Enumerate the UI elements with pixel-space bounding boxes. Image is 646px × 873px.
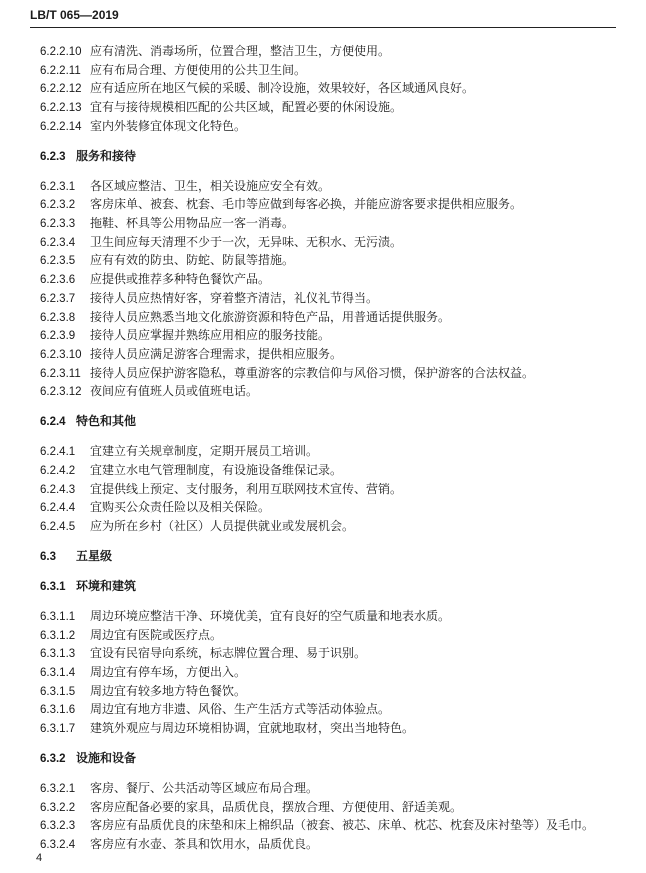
section-heading — [40, 149, 136, 164]
clause-number: 6.2.4.2 — [40, 465, 76, 477]
clause-text: 接待人员应保护游客隐私，尊重游客的宗教信仰与风俗习惯，保护游客的合法权益。 — [90, 366, 535, 380]
clause-text: 周边宜有地方非遗、风俗、生产生活方式等活动体验点。 — [90, 702, 391, 716]
clause-number: 6.3.2.2 — [40, 802, 76, 814]
clause-number: 6.2.3.8 — [40, 312, 76, 324]
clause-number: 6.2.3.10 — [40, 349, 82, 361]
clause-text: 周边宜有较多地方特色餐饮。 — [90, 684, 247, 698]
clause-text: 周边宜有医院或医疗点。 — [90, 628, 223, 642]
clause-line — [40, 100, 402, 115]
clause-number: 6.3.1.3 — [40, 648, 76, 660]
clause-text: 室内外装修宜体现文化特色。 — [90, 119, 247, 133]
clause-line — [40, 310, 450, 325]
clause-line — [40, 818, 594, 833]
clause-number: 6.2.2.13 — [40, 102, 82, 114]
clause-text: 应为所在乡村（社区）人员提供就业或发展机会。 — [90, 519, 355, 533]
clause-line — [40, 328, 330, 343]
clause-number: 6.2.3.1 — [40, 181, 76, 193]
clause-text: 客房、餐厅、公共活动等区域应布局合理。 — [90, 781, 319, 795]
clause-line — [40, 179, 330, 194]
clause-text: 应有有效的防虫、防蛇、防鼠等措施。 — [90, 253, 295, 267]
clause-number: 6.3.2.1 — [40, 783, 76, 795]
clause-line — [40, 684, 246, 699]
clause-number: 6.2.4.4 — [40, 502, 76, 514]
clause-number: 6.2.3.4 — [40, 237, 76, 249]
clause-text: 周边宜有停车场，方便出入。 — [90, 665, 247, 679]
clause-line — [40, 119, 246, 134]
clause-text: 接待人员应热情好客，穿着整齐清洁，礼仪礼节得当。 — [90, 291, 379, 305]
clause-number: 6.2.3.11 — [40, 368, 81, 380]
clause-text: 应有清洗、消毒场所，位置合理，整洁卫生，方便使用。 — [90, 44, 391, 58]
clause-text: 客房床单、被套、枕套、毛巾等应做到每客必换，并能应游客要求提供相应服务。 — [90, 197, 523, 211]
clause-number: 6.2.4.5 — [40, 521, 76, 533]
page-number: 4 — [36, 852, 43, 864]
section-heading — [40, 579, 136, 594]
section-title: 环境和建筑 — [76, 579, 137, 593]
clause-number: 6.3.1.6 — [40, 704, 76, 716]
clause-line — [40, 519, 354, 534]
clause-text: 接待人员应熟悉当地文化旅游资源和特色产品，用普通话提供服务。 — [90, 310, 451, 324]
clause-line — [40, 721, 414, 736]
clause-number: 6.2.2.11 — [40, 65, 81, 77]
section-heading — [40, 751, 136, 766]
clause-line — [40, 291, 378, 306]
clause-line — [40, 63, 306, 78]
section-heading — [40, 549, 112, 564]
clause-line — [40, 384, 258, 399]
clause-line — [40, 444, 318, 459]
section-title: 五星级 — [76, 549, 113, 563]
clause-line — [40, 253, 294, 268]
clause-line — [40, 482, 402, 497]
clause-line — [40, 800, 462, 815]
clause-number: 6.2.3.7 — [40, 293, 76, 305]
clause-line — [40, 44, 390, 59]
clause-number: 6.2.4.1 — [40, 446, 76, 458]
clause-text: 宜有与接待规模相匹配的公共区域，配置必要的休闲设施。 — [90, 100, 403, 114]
clause-number: 6.3.1.5 — [40, 686, 76, 698]
clause-number: 6.2.3.3 — [40, 218, 76, 230]
clause-text: 接待人员应满足游客合理需求，提供相应服务。 — [90, 347, 343, 361]
clause-number: 6.3.1 — [40, 581, 66, 593]
section-title: 设施和设备 — [76, 751, 137, 765]
clause-text: 应有布局合理、方便使用的公共卫生间。 — [90, 63, 307, 77]
clause-text: 各区域应整洁、卫生，相关设施应安全有效。 — [90, 179, 331, 193]
clause-number: 6.2.3.5 — [40, 255, 76, 267]
clause-number: 6.2.2.12 — [40, 83, 82, 95]
clause-number: 6.2.3.2 — [40, 199, 76, 211]
clause-number: 6.2.2.14 — [40, 121, 82, 133]
clause-line — [40, 235, 402, 250]
clause-line — [40, 702, 390, 717]
clause-number: 6.3.2.4 — [40, 839, 76, 851]
clause-line — [40, 366, 534, 381]
clause-line — [40, 781, 318, 796]
clause-number: 6.3.2 — [40, 753, 66, 765]
clause-text: 应提供或推荐多种特色餐饮产品。 — [90, 272, 271, 286]
clause-number: 6.2.2.10 — [40, 46, 82, 58]
clause-text: 宜设有民宿导向系统，标志牌位置合理、易于识别。 — [90, 646, 367, 660]
header-rule — [30, 27, 616, 28]
clause-number: 6.3 — [40, 551, 56, 563]
clause-text: 夜间应有值班人员或值班电话。 — [90, 384, 259, 398]
clause-number: 6.2.4.3 — [40, 484, 76, 496]
clause-number: 6.2.3.9 — [40, 330, 76, 342]
clause-line — [40, 197, 522, 212]
clause-line — [40, 272, 270, 287]
clause-line — [40, 347, 342, 362]
clause-line — [40, 463, 342, 478]
clause-number: 6.2.3.12 — [40, 386, 82, 398]
clause-number: 6.3.1.7 — [40, 723, 76, 735]
clause-text: 客房应有水壶、茶具和饮用水，品质优良。 — [90, 837, 319, 851]
clause-text: 卫生间应每天清理不少于一次，无异味、无积水、无污渍。 — [90, 235, 403, 249]
section-heading — [40, 414, 136, 429]
clause-number: 6.2.3 — [40, 151, 66, 163]
clause-text: 客房应有品质优良的床垫和床上棉织品（被套、被芯、床单、枕芯、枕套及床衬垫等）及毛巾。 — [90, 818, 595, 832]
clause-number: 6.2.3.6 — [40, 274, 76, 286]
document-code: LB/T 065—2019 — [30, 8, 119, 22]
section-title: 服务和接待 — [76, 149, 137, 163]
section-title: 特色和其他 — [76, 414, 137, 428]
clause-line — [40, 500, 270, 515]
clause-line — [40, 216, 294, 231]
clause-text: 宜建立有关规章制度，定期开展员工培训。 — [90, 444, 319, 458]
clause-text: 应有适应所在地区气候的采暖、制冷设施，效果较好，各区域通风良好。 — [90, 81, 475, 95]
clause-text: 拖鞋、杯具等公用物品应一客一消毒。 — [90, 216, 295, 230]
clause-line — [40, 628, 222, 643]
clause-line — [40, 646, 366, 661]
clause-text: 建筑外观应与周边环境相协调，宜就地取材，突出当地特色。 — [90, 721, 415, 735]
clause-number: 6.3.1.4 — [40, 667, 76, 679]
clause-number: 6.2.4 — [40, 416, 66, 428]
clause-line — [40, 81, 474, 96]
clause-text: 宜购买公众责任险以及相关保险。 — [90, 500, 271, 514]
clause-line — [40, 837, 318, 852]
clause-number: 6.3.1.1 — [40, 611, 76, 623]
clause-number: 6.3.1.2 — [40, 630, 76, 642]
clause-line — [40, 665, 246, 680]
clause-line — [40, 609, 450, 624]
clause-text: 周边环境应整洁干净、环境优美，宜有良好的空气质量和地表水质。 — [90, 609, 451, 623]
clause-text: 宜提供线上预定、支付服务，利用互联网技术宣传、营销。 — [90, 482, 403, 496]
clause-text: 客房应配备必要的家具，品质优良，摆放合理、方便使用、舒适美观。 — [90, 800, 463, 814]
clause-text: 接待人员应掌握并熟练应用相应的服务技能。 — [90, 328, 331, 342]
clause-text: 宜建立水电气管理制度，有设施设备维保记录。 — [90, 463, 343, 477]
clause-number: 6.3.2.3 — [40, 820, 76, 832]
